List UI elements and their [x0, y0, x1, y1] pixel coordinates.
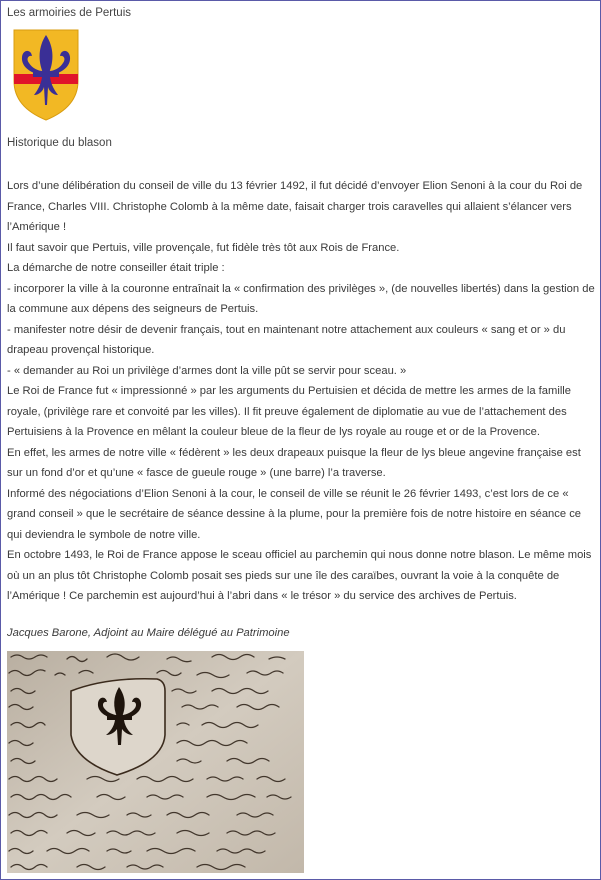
author-signature: Jacques Barone, Adjoint au Maire délégué au Patrimoine — [7, 627, 290, 639]
section-subtitle: Historique du blason — [7, 137, 112, 149]
paragraph: Le Roi de France fut « impressionné » par les arguments du Pertuisien et décida de mettre les armes de la famille royale, (privilège rare et convoité par les villes). Il fit preuve également de diplomatie au vue de l’attachement des Pertuisiens à la Provence en mêlant la couleur bleue de la fleur de lys royale au rouge et or de la Provence. — [7, 385, 572, 438]
paragraph: La démarche de notre conseiller était triple : — [7, 262, 225, 274]
coat-of-arms-icon — [13, 29, 79, 121]
paragraph: Informé des négociations d’Elion Senoni à la cour, le conseil de ville se réunit le 26 février 1493, c’est lors de ce « grand conseil » que le secrétaire de séance dessine à la plume, pour la première fois de notre histoire en séance ce qui deviendra le symbole de notre ville. — [7, 487, 582, 541]
paragraph: En effet, les armes de notre ville « fédèrent » les deux drapeaux puisque la fleur de lys bleue angevine française est sur un fond d’or et qu’une « fasce de gueule rouge » (une barre) l’a traverse. — [7, 446, 581, 479]
paragraph: Lors d’une délibération du conseil de ville du 13 février 1492, il fut décidé d’envoyer Elion Senoni à la cour du Roi de France, Charles VIII. Christophe Colomb à la même date, faisait charger trois caravelles qui allaient s’élancer vers l’Amérique ! — [7, 180, 583, 233]
manuscript-parchment-icon — [7, 651, 304, 873]
article-body — [7, 176, 597, 607]
paragraph: - « demander au Roi un privilège d’armes dont la ville pût se servir pour sceau. » — [7, 364, 407, 377]
paragraph: - manifester notre désir de devenir français, tout en maintenant notre attachement aux couleurs « sang et or » du drapeau provençal historique. — [7, 323, 566, 356]
page-title: Les armoiries de Pertuis — [7, 7, 131, 19]
paragraph: - incorporer la ville à la couronne entraînait la « confirmation des privilèges », (de nouvelles libertés) dans la gestion de la commune aux dépens des seigneurs de Pertuis. — [7, 282, 595, 315]
paragraph: Il faut savoir que Pertuis, ville provençale, fut fidèle très tôt aux Rois de France. — [7, 241, 400, 254]
paragraph: En octobre 1493, le Roi de France appose le sceau officiel au parchemin qui nous donne notre blason. Le même mois où un an plus tôt Christophe Colomb posait ses pieds sur une île des caraïbes, ouvrant la voie à la conquête de l’Amérique ! Ce parchemin est aujourd’hui à l’abri dans « le trésor » du service des archives de Pertuis. — [7, 549, 592, 602]
